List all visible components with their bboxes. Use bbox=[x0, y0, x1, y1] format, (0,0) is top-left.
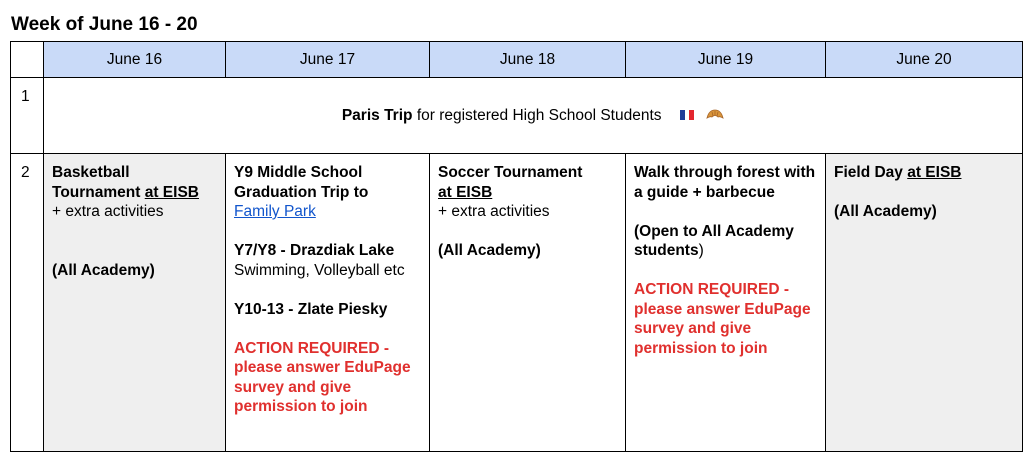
trip-title: Paris Trip bbox=[341, 106, 413, 124]
day-header-june-19: June 19 bbox=[626, 42, 826, 78]
table-row bbox=[11, 154, 1023, 452]
event-location: at EISB bbox=[907, 164, 962, 181]
row-number: 2 bbox=[11, 154, 44, 452]
event-audience: (All Academy) bbox=[438, 242, 541, 259]
event-audience: (All Academy) bbox=[834, 203, 937, 220]
event-audience: (All Academy) bbox=[52, 261, 155, 279]
event-audience-end: ) bbox=[698, 242, 704, 259]
page-title: Week of June 16 - 20 bbox=[11, 14, 198, 35]
event-title: Field Day bbox=[834, 164, 908, 181]
event-title: Soccer Tournament bbox=[438, 164, 583, 181]
trip-description: for registered High School Students bbox=[416, 106, 662, 124]
day-header-june-16: June 16 bbox=[44, 42, 226, 78]
action-required-notice: ACTION REQUIRED - please answer EduPage survey and give permission to join bbox=[634, 281, 811, 357]
day-header-june-17: June 17 bbox=[226, 42, 430, 78]
corner-cell bbox=[11, 42, 44, 78]
table-row bbox=[11, 78, 1023, 154]
event-subtitle: Y7/Y8 - Drazdiak Lake bbox=[234, 242, 395, 259]
event-title: Walk through forest with a guide + barbecue bbox=[634, 164, 816, 201]
event-location: at EISB bbox=[438, 183, 493, 201]
family-park-link[interactable]: Family Park bbox=[234, 203, 316, 220]
cell-june-20 bbox=[826, 154, 1023, 452]
event-activities: Swimming, Volleyball etc bbox=[234, 261, 405, 279]
action-required-notice: ACTION REQUIRED - please answer EduPage survey and give permission to join bbox=[234, 339, 411, 415]
row-number: 1 bbox=[11, 78, 44, 154]
event-title: Basketball Tournament bbox=[52, 164, 145, 201]
croissant-icon bbox=[706, 108, 724, 122]
header-row bbox=[11, 42, 1023, 78]
cell-june-18 bbox=[430, 154, 626, 452]
day-header-june-18: June 18 bbox=[430, 42, 626, 78]
event-title: Y9 Middle School Graduation Trip to bbox=[234, 164, 369, 201]
schedule-table bbox=[10, 41, 1023, 452]
france-flag-icon bbox=[680, 106, 694, 116]
event-extra: + extra activities bbox=[52, 203, 164, 220]
cell-june-16 bbox=[44, 154, 226, 452]
day-header-june-20: June 20 bbox=[826, 42, 1023, 78]
cell-june-17 bbox=[226, 154, 430, 452]
event-extra: + extra activities bbox=[438, 203, 550, 220]
paris-trip-cell bbox=[44, 78, 1023, 154]
cell-june-19 bbox=[626, 154, 826, 452]
event-location: at EISB bbox=[144, 183, 199, 201]
event-audience: (Open to All Academy students bbox=[634, 222, 794, 259]
event-subtitle: Y10-13 - Zlate Piesky bbox=[234, 300, 388, 318]
